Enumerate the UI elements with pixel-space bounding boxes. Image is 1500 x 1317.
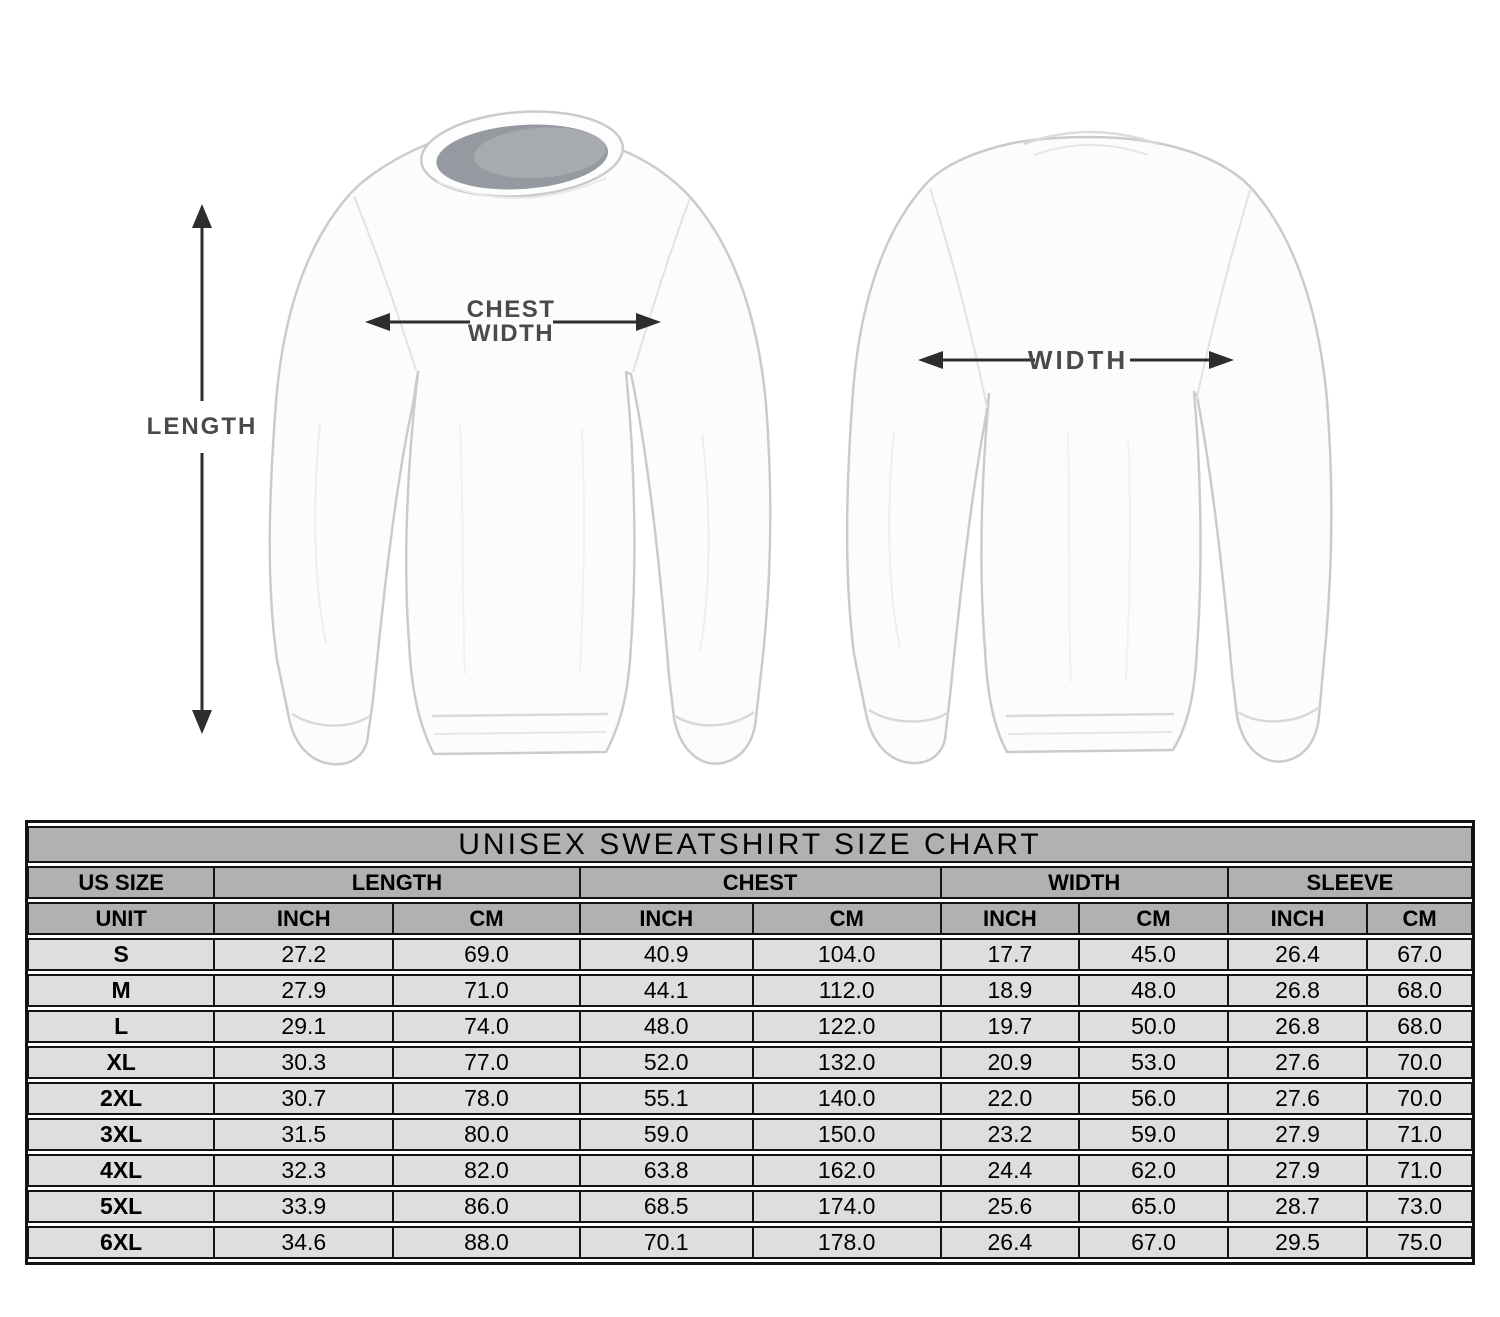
value-cell: 86.0 xyxy=(393,1190,579,1223)
unit-header: INCH xyxy=(214,902,393,935)
size-cell: 5XL xyxy=(28,1190,214,1223)
value-cell: 55.1 xyxy=(580,1082,753,1115)
size-table-body xyxy=(28,938,1472,1259)
chest-width-label-line2: WIDTH xyxy=(467,320,555,347)
chest-width-label xyxy=(467,298,556,346)
size-cell: XL xyxy=(28,1046,214,1079)
size-cell: 6XL xyxy=(28,1226,214,1259)
value-cell: 27.6 xyxy=(1228,1046,1367,1079)
value-cell: 56.0 xyxy=(1079,1082,1228,1115)
table-row xyxy=(28,938,1472,971)
value-cell: 62.0 xyxy=(1079,1154,1228,1187)
size-cell: L xyxy=(28,1010,214,1043)
value-cell: 104.0 xyxy=(753,938,941,971)
size-cell: 3XL xyxy=(28,1118,214,1151)
group-header-chest: CHEST xyxy=(580,866,941,899)
front-shirt-silhouette xyxy=(270,131,770,764)
value-cell: 30.3 xyxy=(214,1046,393,1079)
value-cell: 77.0 xyxy=(393,1046,579,1079)
value-cell: 52.0 xyxy=(580,1046,753,1079)
table-row xyxy=(28,974,1472,1007)
value-cell: 174.0 xyxy=(753,1190,941,1223)
value-cell: 82.0 xyxy=(393,1154,579,1187)
table-row xyxy=(28,1118,1472,1151)
length-arrow-icon xyxy=(190,204,214,734)
value-cell: 31.5 xyxy=(214,1118,393,1151)
table-row xyxy=(28,1226,1472,1259)
value-cell: 29.5 xyxy=(1228,1226,1367,1259)
value-cell: 50.0 xyxy=(1079,1010,1228,1043)
value-cell: 20.9 xyxy=(941,1046,1080,1079)
value-cell: 63.8 xyxy=(580,1154,753,1187)
value-cell: 40.9 xyxy=(580,938,753,971)
value-cell: 73.0 xyxy=(1367,1190,1472,1223)
value-cell: 70.0 xyxy=(1367,1082,1472,1115)
group-header-sleeve: SLEEVE xyxy=(1228,866,1472,899)
width-measure xyxy=(918,336,1234,384)
size-cell: S xyxy=(28,938,214,971)
value-cell: 34.6 xyxy=(214,1226,393,1259)
value-cell: 59.0 xyxy=(1079,1118,1228,1151)
unit-header: INCH xyxy=(580,902,753,935)
width-label: WIDTH xyxy=(1027,345,1129,375)
value-cell: 26.4 xyxy=(1228,938,1367,971)
value-cell: 27.9 xyxy=(214,974,393,1007)
value-cell: 67.0 xyxy=(1367,938,1472,971)
value-cell: 19.7 xyxy=(941,1010,1080,1043)
value-cell: 122.0 xyxy=(753,1010,941,1043)
chest-width-measure xyxy=(365,296,661,348)
value-cell: 27.9 xyxy=(1228,1118,1367,1151)
value-cell: 74.0 xyxy=(393,1010,579,1043)
table-row xyxy=(28,1046,1472,1079)
value-cell: 68.5 xyxy=(580,1190,753,1223)
length-measure xyxy=(146,204,258,734)
table-row xyxy=(28,1082,1472,1115)
value-cell: 27.6 xyxy=(1228,1082,1367,1115)
table-title: UNISEX SWEATSHIRT SIZE CHART xyxy=(28,826,1472,863)
value-cell: 67.0 xyxy=(1079,1226,1228,1259)
value-cell: 26.4 xyxy=(941,1226,1080,1259)
value-cell: 24.4 xyxy=(941,1154,1080,1187)
value-cell: 178.0 xyxy=(753,1226,941,1259)
value-cell: 26.8 xyxy=(1228,1010,1367,1043)
value-cell: 70.1 xyxy=(580,1226,753,1259)
unit-header: INCH xyxy=(941,902,1080,935)
unit-header: UNIT xyxy=(28,902,214,935)
value-cell: 27.9 xyxy=(1228,1154,1367,1187)
group-header-length: LENGTH xyxy=(214,866,579,899)
value-cell: 71.0 xyxy=(1367,1154,1472,1187)
value-cell: 18.9 xyxy=(941,974,1080,1007)
back-shirt-silhouette xyxy=(847,137,1331,763)
value-cell: 71.0 xyxy=(1367,1118,1472,1151)
value-cell: 29.1 xyxy=(214,1010,393,1043)
value-cell: 53.0 xyxy=(1079,1046,1228,1079)
unit-header: CM xyxy=(1079,902,1228,935)
value-cell: 23.2 xyxy=(941,1118,1080,1151)
table-unit-header-row xyxy=(28,902,1472,935)
value-cell: 140.0 xyxy=(753,1082,941,1115)
value-cell: 65.0 xyxy=(1079,1190,1228,1223)
value-cell: 68.0 xyxy=(1367,974,1472,1007)
group-header-us-size: US SIZE xyxy=(28,866,214,899)
value-cell: 26.8 xyxy=(1228,974,1367,1007)
chest-width-label-line1: CHEST xyxy=(466,296,556,323)
table-title-row xyxy=(28,826,1472,863)
value-cell: 27.2 xyxy=(214,938,393,971)
value-cell: 68.0 xyxy=(1367,1010,1472,1043)
value-cell: 48.0 xyxy=(1079,974,1228,1007)
table-row xyxy=(28,1190,1472,1223)
value-cell: 150.0 xyxy=(753,1118,941,1151)
value-cell: 33.9 xyxy=(214,1190,393,1223)
value-cell: 162.0 xyxy=(753,1154,941,1187)
value-cell: 32.3 xyxy=(214,1154,393,1187)
value-cell: 69.0 xyxy=(393,938,579,971)
back-sweatshirt-illustration xyxy=(828,102,1353,794)
size-chart-table xyxy=(25,820,1475,1265)
table-row xyxy=(28,1154,1472,1187)
table-group-header-row xyxy=(28,866,1472,899)
size-cell: 4XL xyxy=(28,1154,214,1187)
table-row xyxy=(28,1010,1472,1043)
value-cell: 112.0 xyxy=(753,974,941,1007)
value-cell: 48.0 xyxy=(580,1010,753,1043)
value-cell: 28.7 xyxy=(1228,1190,1367,1223)
value-cell: 70.0 xyxy=(1367,1046,1472,1079)
unit-header: CM xyxy=(1367,902,1472,935)
value-cell: 17.7 xyxy=(941,938,1080,971)
value-cell: 80.0 xyxy=(393,1118,579,1151)
value-cell: 59.0 xyxy=(580,1118,753,1151)
front-sweatshirt-illustration xyxy=(250,104,798,794)
value-cell: 25.6 xyxy=(941,1190,1080,1223)
length-label: LENGTH xyxy=(146,413,258,440)
value-cell: 75.0 xyxy=(1367,1226,1472,1259)
value-cell: 71.0 xyxy=(393,974,579,1007)
value-cell: 22.0 xyxy=(941,1082,1080,1115)
value-cell: 45.0 xyxy=(1079,938,1228,971)
size-cell: M xyxy=(28,974,214,1007)
value-cell: 30.7 xyxy=(214,1082,393,1115)
value-cell: 132.0 xyxy=(753,1046,941,1079)
unit-header: INCH xyxy=(1228,902,1367,935)
size-cell: 2XL xyxy=(28,1082,214,1115)
group-header-width: WIDTH xyxy=(941,866,1228,899)
value-cell: 44.1 xyxy=(580,974,753,1007)
unit-header: CM xyxy=(393,902,579,935)
value-cell: 88.0 xyxy=(393,1226,579,1259)
value-cell: 78.0 xyxy=(393,1082,579,1115)
unit-header: CM xyxy=(753,902,941,935)
